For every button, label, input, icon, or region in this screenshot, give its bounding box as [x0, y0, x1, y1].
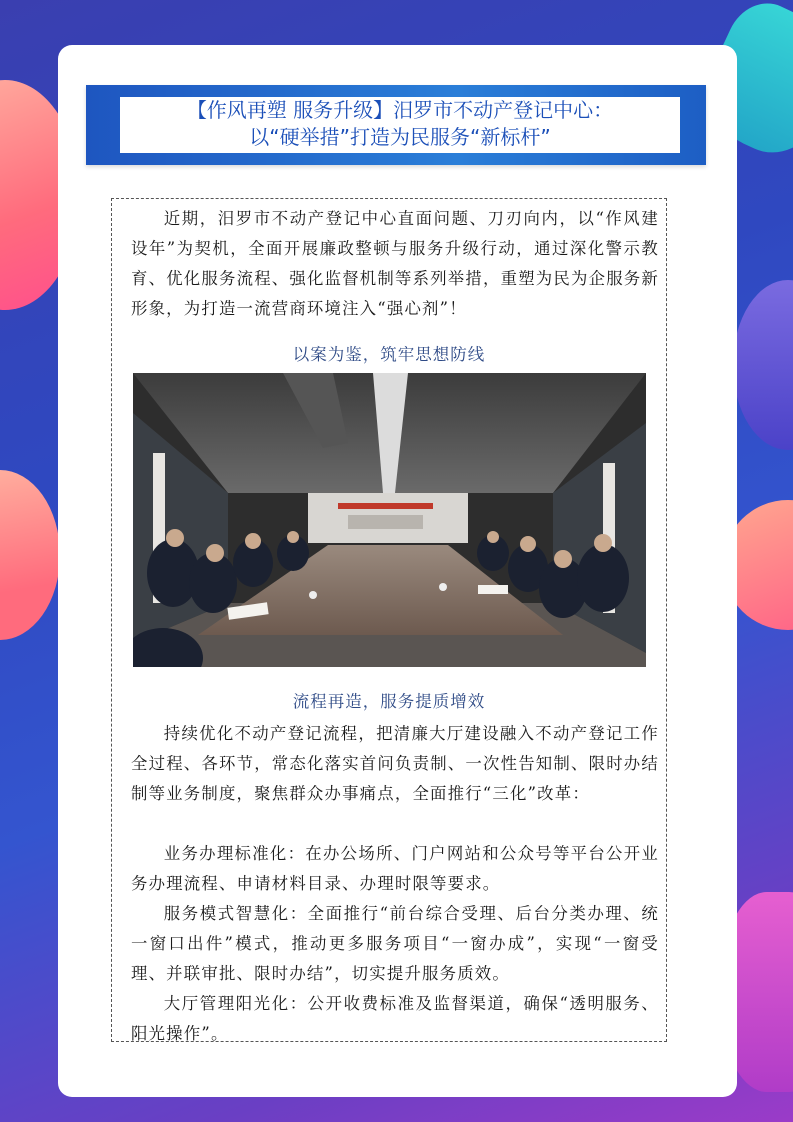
meeting-room-image — [133, 373, 646, 667]
intro-paragraph: 近期，汨罗市不动产登记中心直面问题、刀刃向内，以“作风建设年”为契机，全面开展廉政整顿与服务升级行动，通过深化警示教育、优化服务流程、强化监督机制等系列举措，重塑为民为企服务新形象，为打造一流营商环境注入“强心剂”！ — [131, 209, 659, 318]
decorative-purple-shape-right — [733, 280, 793, 450]
section2-paragraph-3: 服务模式智慧化：全面推行“前台综合受理、后台分类办理、统一窗口出件”模式，推动更多服务项目“一窗办成”，实现“一窗受理、并联审批、限时办结”，切实提升服务质效。 — [131, 904, 659, 983]
section-heading-2: 流程再造，服务提质增效 — [292, 692, 486, 711]
section-heading-1: 以案为鉴，筑牢思想防线 — [292, 345, 486, 364]
section2-paragraph-1: 持续优化不动产登记流程，把清廉大厅建设融入不动产登记工作全过程、各环节，常态化落实首问负责制、一次性告知制、限时办结制等业务制度，聚焦群众办事痛点，全面推行“三化”改革： — [131, 724, 659, 803]
section2-paragraph-4: 大厅管理阳光化：公开收费标准及监督渠道，确保“透明服务、阳光操作”。 — [131, 994, 659, 1043]
title-banner — [86, 85, 706, 165]
title-line-2: 以“硬举措”打造为民服务“新标杆” — [249, 125, 551, 149]
title-line-1: 【作风再塑 服务升级】汨罗市不动产登记中心： — [186, 98, 614, 122]
meeting-photo — [133, 373, 646, 667]
decorative-pink-shape-left-lower — [0, 470, 60, 640]
section2-paragraph-2: 业务办理标准化：在办公场所、门户网站和公众号等平台公开业务办理流程、申请材料目录、办理时限等要求。 — [131, 844, 659, 893]
title-box — [120, 97, 680, 153]
